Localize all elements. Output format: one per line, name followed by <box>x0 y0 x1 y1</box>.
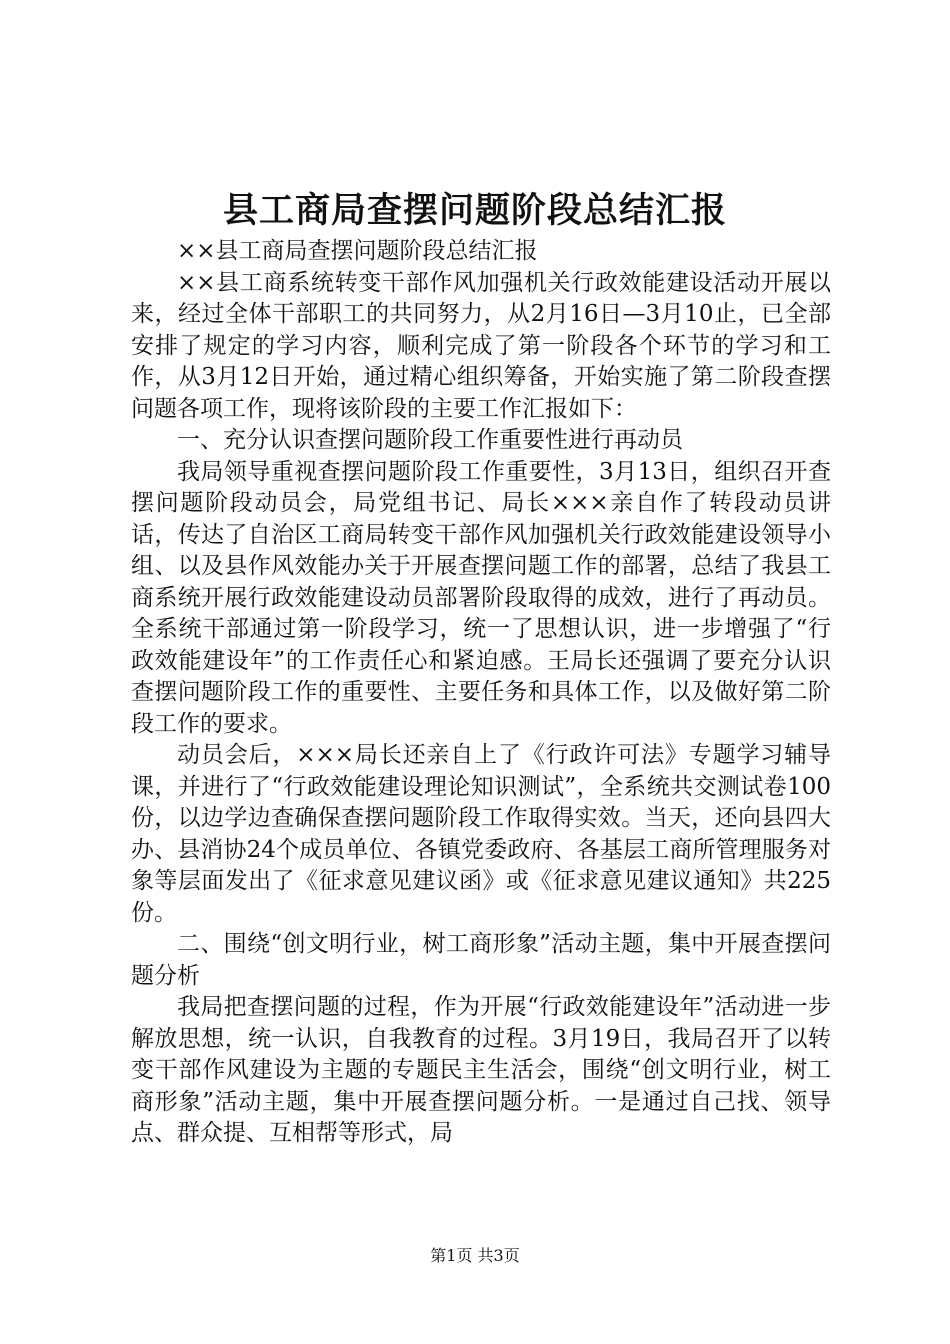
section-heading-2: 二、围绕“创文明行业，树工商形象”活动主题，集中开展查摆问题分析 <box>131 931 831 989</box>
section-heading-1: 一、充分认识查摆问题阶段工作重要性进行再动员 <box>177 427 683 453</box>
document-body <box>131 236 831 1150</box>
intro-paragraph: ××县工商系统转变干部作风加强机关行政效能建设活动开展以来，经过全体干部职工的共同努力，从2月16日—3月10止，已全部安排了规定的学习内容，顺利完成了第一阶段各个环节的学习和工作，从3月12日开始，通过精心组织筹备，开始实施了第二阶段查摆问题各项工作，现将该阶段的主要工作汇报如下： <box>131 269 831 422</box>
document-title: 县工商局查摆问题阶段总结汇报 <box>222 190 727 231</box>
body-paragraph: 动员会后，×××局长还亲自上了《行政许可法》专题学习辅导课，并进行了“行政效能建设理论知识测试”，全系统共交测试卷100份，以边学边查确保查摆问题阶段工作取得实效。当天，还向县四大办、县消协24个成员单位、各镇党委政府、各基层工商所管理服务对象等层面发出了《征求意见建议函》或《征求意见建议通知》共225份。 <box>131 742 831 926</box>
subtitle-paragraph: ××县工商局查摆问题阶段总结汇报 <box>177 238 538 264</box>
body-paragraph: 我局把查摆问题的过程，作为开展“行政效能建设年”活动进一步解放思想，统一认识，自我教育的过程。3月19日，我局召开了以转变干部作风建设为主题的专题民主生活会，围绕“创文明行业，树工商形象”活动主题，集中开展查摆问题分析。一是通过自己找、领导点、群众提、互相帮等形式，局 <box>131 994 831 1146</box>
page-footer: 第1页 共3页 <box>430 1246 520 1265</box>
body-paragraph: 我局领导重视查摆问题阶段工作重要性，3月13日，组织召开查摆问题阶段动员会，局党组书记、局长×××亲自作了转段动员讲话，传达了自治区工商局转变干部作风加强机关行政效能建设领导小组、以及县作风效能办关于开展查摆问题工作的部署，总结了我县工商系统开展行政效能建设动员部署阶段取得的成效，进行了再动员。全系统干部通过第一阶段学习，统一了思想认识，进一步增强了“行政效能建设年”的工作责任心和紧迫感。王局长还强调了要充分认识查摆问题阶段工作的重要性、主要任务和具体工作，以及做好第二阶段工作的要求。 <box>131 458 831 737</box>
